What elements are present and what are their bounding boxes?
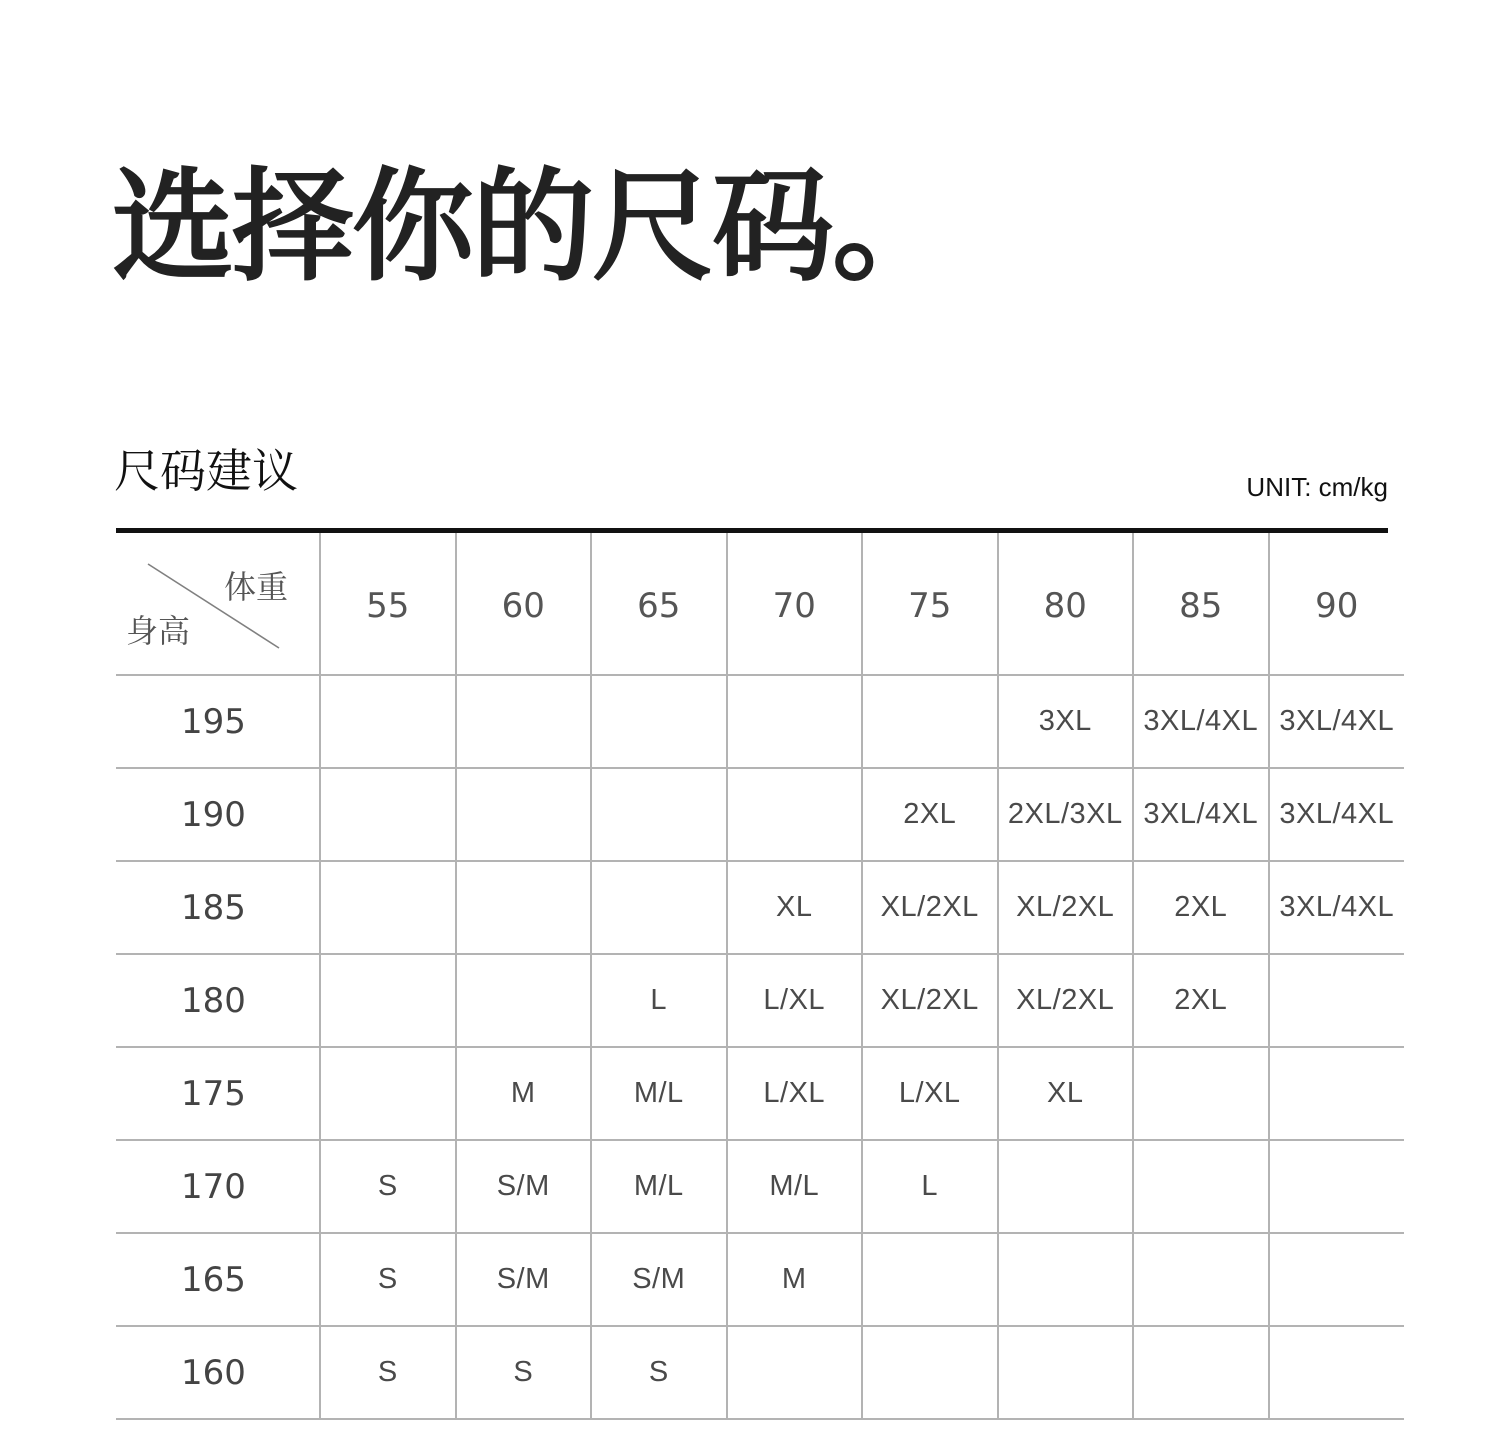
size-cell xyxy=(862,675,998,768)
size-cell xyxy=(998,1140,1134,1233)
size-cell: S xyxy=(591,1326,727,1419)
size-cell xyxy=(320,954,456,1047)
height-label: 190 xyxy=(116,768,320,861)
weight-header: 85 xyxy=(1133,533,1269,675)
table-row xyxy=(116,1047,1404,1140)
size-cell xyxy=(1269,1140,1405,1233)
weight-header: 90 xyxy=(1269,533,1405,675)
section-title: 尺码建议 xyxy=(114,444,298,498)
size-cell: S xyxy=(320,1326,456,1419)
size-cell xyxy=(862,1326,998,1419)
size-cell: 3XL xyxy=(998,675,1134,768)
height-label: 170 xyxy=(116,1140,320,1233)
size-cell: L/XL xyxy=(862,1047,998,1140)
table-row xyxy=(116,1233,1404,1326)
size-cell: S/M xyxy=(591,1233,727,1326)
size-cell xyxy=(998,1233,1134,1326)
size-cell xyxy=(1133,1140,1269,1233)
size-cell xyxy=(591,861,727,954)
size-cell xyxy=(998,1326,1134,1419)
table-row xyxy=(116,675,1404,768)
size-cell: XL xyxy=(727,861,863,954)
size-cell xyxy=(456,954,592,1047)
size-cell: L xyxy=(862,1140,998,1233)
size-cell: M xyxy=(727,1233,863,1326)
height-label: 195 xyxy=(116,675,320,768)
size-cell: S/M xyxy=(456,1140,592,1233)
size-cell xyxy=(320,675,456,768)
size-cell: 3XL/4XL xyxy=(1269,675,1405,768)
size-cell: XL xyxy=(998,1047,1134,1140)
size-cell xyxy=(862,1233,998,1326)
size-cell: M/L xyxy=(591,1047,727,1140)
size-cell xyxy=(591,768,727,861)
height-label: 185 xyxy=(116,861,320,954)
table-row xyxy=(116,768,1404,861)
weight-header: 65 xyxy=(591,533,727,675)
size-cell xyxy=(320,768,456,861)
diagonal-divider xyxy=(116,534,320,674)
table-row xyxy=(116,1140,1404,1233)
size-cell: S/M xyxy=(456,1233,592,1326)
size-cell: 2XL xyxy=(862,768,998,861)
size-cell: M/L xyxy=(727,1140,863,1233)
weight-header: 70 xyxy=(727,533,863,675)
size-cell: 2XL xyxy=(1133,861,1269,954)
weight-axis-label: 体重 xyxy=(224,567,289,606)
size-cell xyxy=(1133,1233,1269,1326)
weight-header: 60 xyxy=(456,533,592,675)
size-cell: M xyxy=(456,1047,592,1140)
table-row xyxy=(116,954,1404,1047)
size-cell: M/L xyxy=(591,1140,727,1233)
height-label: 160 xyxy=(116,1326,320,1419)
size-cell xyxy=(456,861,592,954)
size-cell xyxy=(456,675,592,768)
table-row xyxy=(116,1326,1404,1419)
height-label: 180 xyxy=(116,954,320,1047)
size-cell: L/XL xyxy=(727,954,863,1047)
size-cell xyxy=(1133,1047,1269,1140)
size-cell xyxy=(727,768,863,861)
size-cell: L/XL xyxy=(727,1047,863,1140)
size-cell: XL/2XL xyxy=(862,954,998,1047)
size-cell: 2XL xyxy=(1133,954,1269,1047)
size-cell: 3XL/4XL xyxy=(1269,861,1405,954)
size-cell xyxy=(456,768,592,861)
size-cell xyxy=(1133,1326,1269,1419)
size-cell xyxy=(591,675,727,768)
unit-label: UNIT: cm/kg xyxy=(1246,472,1388,502)
size-cell: XL/2XL xyxy=(862,861,998,954)
table-row xyxy=(116,861,1404,954)
height-label: 175 xyxy=(116,1047,320,1140)
size-cell xyxy=(1269,1047,1405,1140)
size-cell: XL/2XL xyxy=(998,861,1134,954)
size-cell xyxy=(320,1047,456,1140)
corner-header-cell xyxy=(116,533,320,675)
weight-header-row xyxy=(116,533,1404,675)
size-chart-table xyxy=(116,533,1404,1420)
size-cell: L xyxy=(591,954,727,1047)
size-cell xyxy=(727,675,863,768)
size-cell: 2XL/3XL xyxy=(998,768,1134,861)
weight-header: 80 xyxy=(998,533,1134,675)
size-cell: 3XL/4XL xyxy=(1133,768,1269,861)
size-cell: 3XL/4XL xyxy=(1133,675,1269,768)
height-axis-label: 身高 xyxy=(126,611,191,650)
page-title: 选择你的尺码。 xyxy=(112,156,952,298)
size-cell: S xyxy=(320,1140,456,1233)
size-cell: XL/2XL xyxy=(998,954,1134,1047)
size-cell xyxy=(1269,1233,1405,1326)
size-cell: 3XL/4XL xyxy=(1269,768,1405,861)
size-cell: S xyxy=(320,1233,456,1326)
size-cell xyxy=(320,861,456,954)
size-cell: S xyxy=(456,1326,592,1419)
height-label: 165 xyxy=(116,1233,320,1326)
size-cell xyxy=(727,1326,863,1419)
size-cell xyxy=(1269,1326,1405,1419)
weight-header: 75 xyxy=(862,533,998,675)
size-cell xyxy=(1269,954,1405,1047)
weight-header: 55 xyxy=(320,533,456,675)
